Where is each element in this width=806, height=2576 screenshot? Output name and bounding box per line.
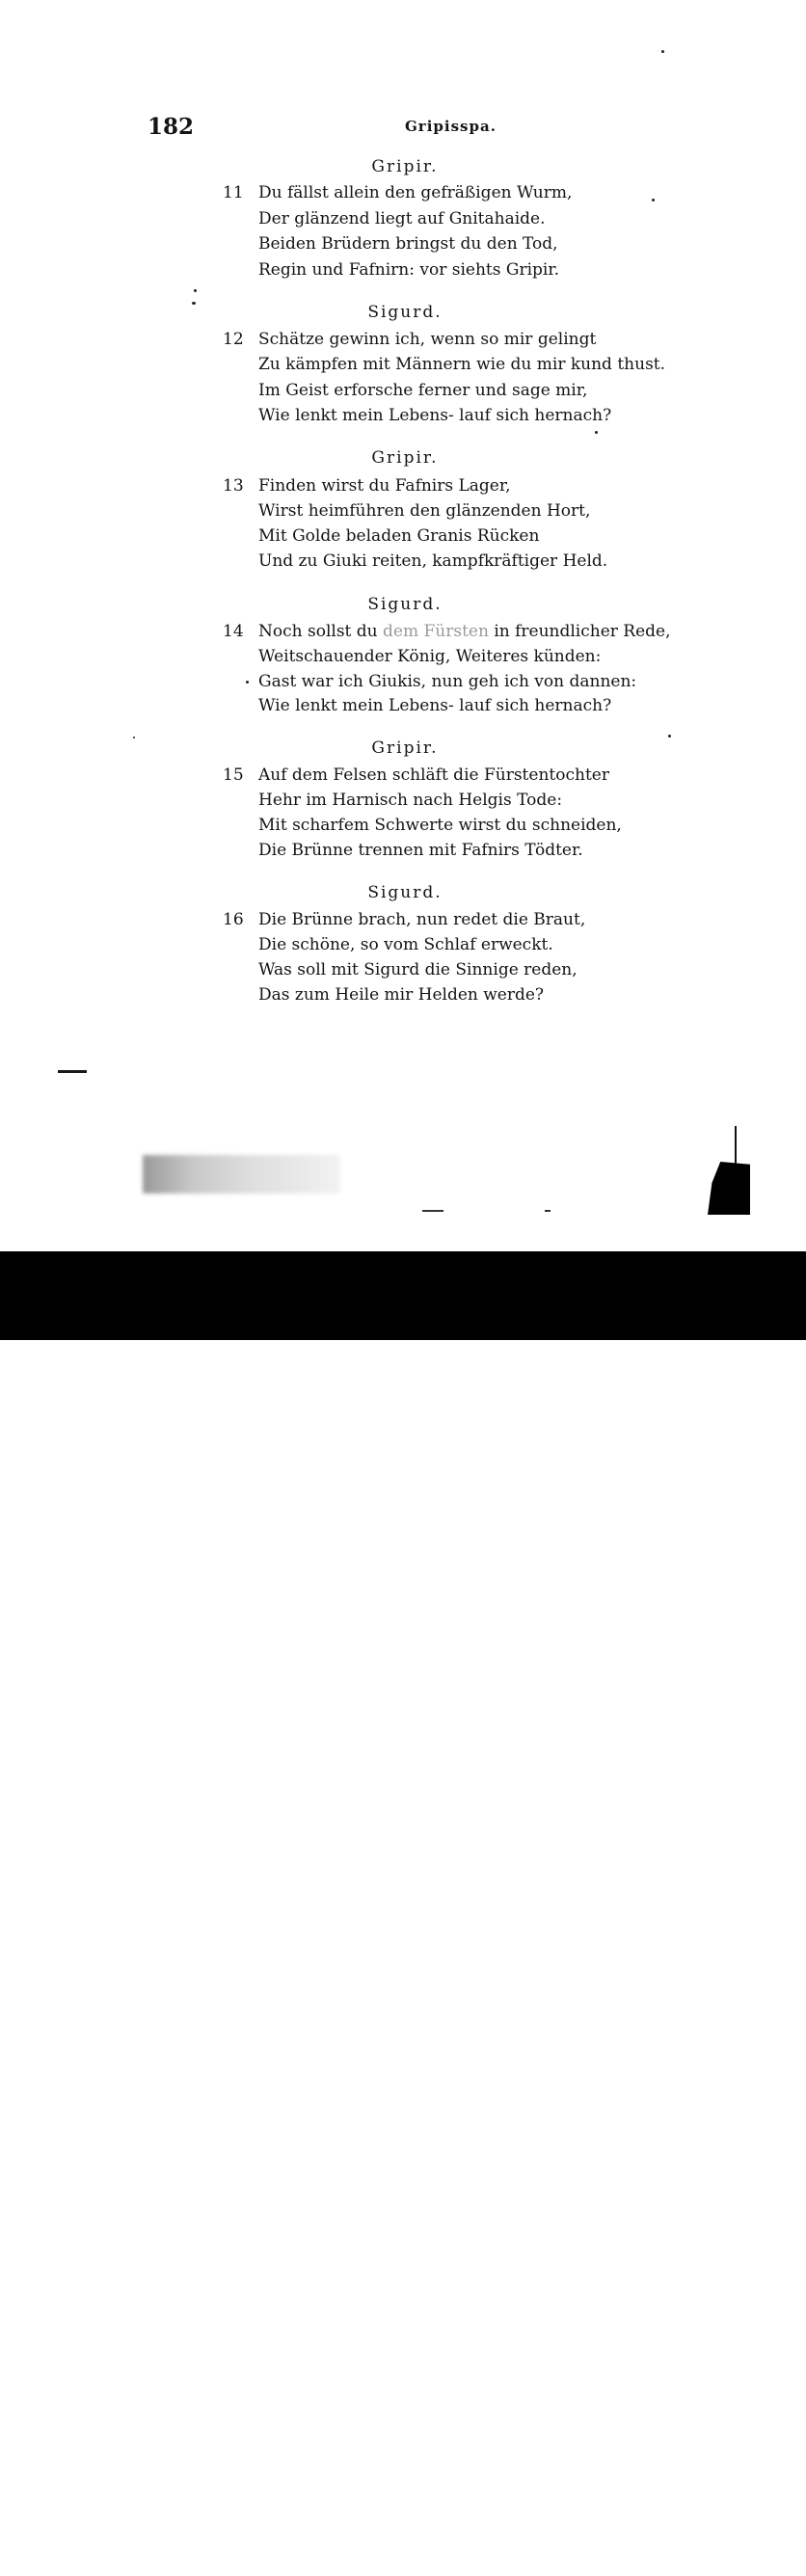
page-number: 182 (148, 114, 195, 140)
speaker-label: Gripir. (371, 738, 439, 758)
stanza-number: 11 (223, 183, 244, 202)
faded-verse-text: dem Fürsten (383, 622, 489, 641)
speaker-label: Gripir. (371, 157, 439, 176)
scan-dash (545, 1210, 551, 1212)
verse-line (258, 622, 671, 641)
verse-line: Der glänzend liegt auf Gnitahaide. (258, 209, 546, 228)
verse-line: Mit scharfem Schwerte wirst du schneiden, (258, 816, 622, 835)
scan-speck (661, 50, 664, 53)
running-head: Gripisspa. (405, 118, 497, 135)
stanza-number: 14 (223, 622, 244, 641)
image-id-label: Image ID: J3BN68 (643, 2524, 779, 2542)
stanza-number: 12 (223, 330, 244, 349)
watermark-footer (0, 1251, 806, 2576)
speaker-label: Gripir. (371, 448, 439, 468)
scan-speck (133, 737, 135, 738)
speaker-label: Sigurd. (367, 595, 443, 614)
stanza-number: 15 (223, 765, 244, 785)
scan-speck (652, 199, 655, 201)
stanza-number: 16 (223, 910, 244, 929)
verse-line: Weitschauender König, Weiteres künden: (258, 647, 602, 666)
book-page (0, 0, 806, 1251)
scan-smudge (143, 1155, 340, 1194)
site-url: www.alamy.com (655, 2557, 779, 2575)
scan-edge-line (735, 1126, 737, 1165)
brand-logo: alamy (25, 2520, 179, 2576)
verse-line: Finden wirst du Fafnirs Lager, (258, 476, 511, 496)
verse-line: Im Geist erforsche ferner und sage mir, (258, 381, 588, 400)
verse-line: Was soll mit Sigurd die Sinnige reden, (258, 960, 578, 979)
verse-text: in freundlicher Rede, (488, 622, 671, 641)
scan-speck (668, 735, 671, 738)
verse-line: Die schöne, so vom Schlaf erweckt. (258, 935, 553, 954)
verse-line: Die Brünne trennen mit Fafnirs Tödter. (258, 841, 583, 860)
verse-line: Hehr im Harnisch nach Helgis Tode: (258, 791, 563, 810)
verse-line: Auf dem Felsen schläft die Fürstentochter (258, 765, 609, 785)
verse-text: Noch sollst du (258, 622, 384, 641)
scan-speck (246, 681, 249, 684)
verse-line: Wirst heimführen den glänzenden Hort, (258, 501, 591, 521)
verse-line: Schätze gewinn ich, wenn so mir gelingt (258, 330, 597, 349)
scan-speck (194, 289, 197, 292)
scan-speck (595, 431, 598, 434)
verse-line: Das zum Heile mir Helden werde? (258, 985, 545, 1005)
verse-line: Regin und Fafnirn: vor siehts Gripir. (258, 260, 560, 280)
verse-line: Du fällst allein den gefräßigen Wurm, (258, 183, 573, 202)
scan-dash (422, 1210, 443, 1212)
scan-mark (58, 1070, 87, 1073)
verse-line: Wie lenkt mein Lebens- lauf sich hernach? (258, 406, 612, 425)
verse-line: Mit Golde beladen Granis Rücken (258, 526, 540, 546)
speaker-label: Sigurd. (367, 303, 443, 322)
stanza-number: 13 (223, 476, 244, 496)
verse-line: Die Brünne brach, nun redet die Braut, (258, 910, 586, 929)
verse-line: Zu kämpfen mit Männern wie du mir kund thust. (258, 355, 666, 374)
scan-edge-mark (708, 1162, 750, 1215)
speaker-label: Sigurd. (367, 883, 443, 902)
scan-speck (192, 302, 196, 305)
verse-line: Beiden Brüdern bringst du den Tod, (258, 234, 558, 254)
verse-line: Wie lenkt mein Lebens- lauf sich hernach? (258, 696, 612, 715)
verse-line: Gast war ich Giukis, nun geh ich von dannen: (258, 672, 637, 691)
verse-line: Und zu Giuki reiten, kampfkräftiger Held. (258, 551, 608, 571)
